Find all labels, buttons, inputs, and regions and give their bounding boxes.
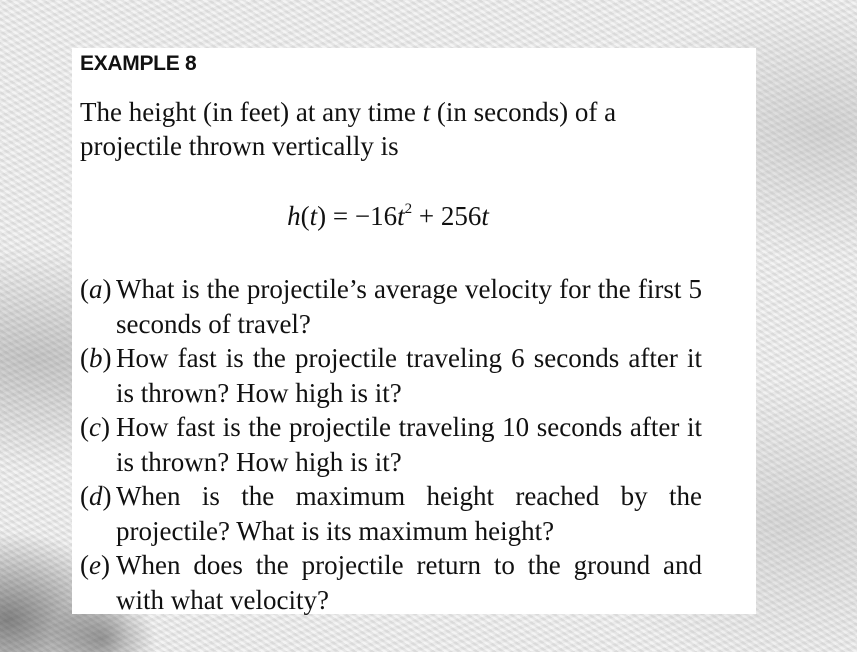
variable-t: t xyxy=(422,97,431,127)
question-parts-list xyxy=(80,272,702,617)
equation-close-paren: ) xyxy=(317,201,327,231)
part-label: (b) xyxy=(80,343,112,373)
example-heading: EXAMPLE 8 xyxy=(80,52,197,75)
intro-text-continued: (in seconds) of a projectile thrown vertically is xyxy=(80,97,617,161)
part-label: (a) xyxy=(80,274,112,304)
question-part-e xyxy=(80,548,702,617)
equation-function: h xyxy=(287,201,301,231)
equation-open-paren: ( xyxy=(300,201,310,231)
part-text: How fast is the projectile traveling 6 seconds after it is thrown? How high is it? xyxy=(116,343,702,408)
equation-coefficient: = −16 xyxy=(326,201,398,231)
equation-linear-coefficient: + 256 xyxy=(412,201,482,231)
part-text: What is the projectile’s average velocity for the first 5 seconds of travel? xyxy=(116,274,702,339)
question-part-b xyxy=(80,341,702,410)
equation-exponent: 2 xyxy=(404,201,413,217)
equation-variable-linear: t xyxy=(481,201,489,231)
intro-text: The height (in feet) at any time xyxy=(80,97,423,127)
problem-statement xyxy=(80,95,700,163)
textbook-page xyxy=(72,48,756,614)
question-part-a xyxy=(80,272,702,341)
equation-variable-squared: t xyxy=(397,201,405,231)
part-label: (d) xyxy=(80,481,112,511)
part-text: When is the maximum height reached by the projectile? What is its maximum height? xyxy=(116,481,702,546)
equation-variable: t xyxy=(309,201,318,231)
part-label: (c) xyxy=(80,412,110,442)
part-text: When does the projectile return to the ground and with what velocity? xyxy=(116,550,702,615)
question-part-c xyxy=(80,410,702,479)
height-equation xyxy=(72,201,704,232)
part-text: How fast is the projectile traveling 10 seconds after it is thrown? How high is it? xyxy=(116,412,702,477)
question-part-d xyxy=(80,479,702,548)
part-label: (e) xyxy=(80,550,110,580)
